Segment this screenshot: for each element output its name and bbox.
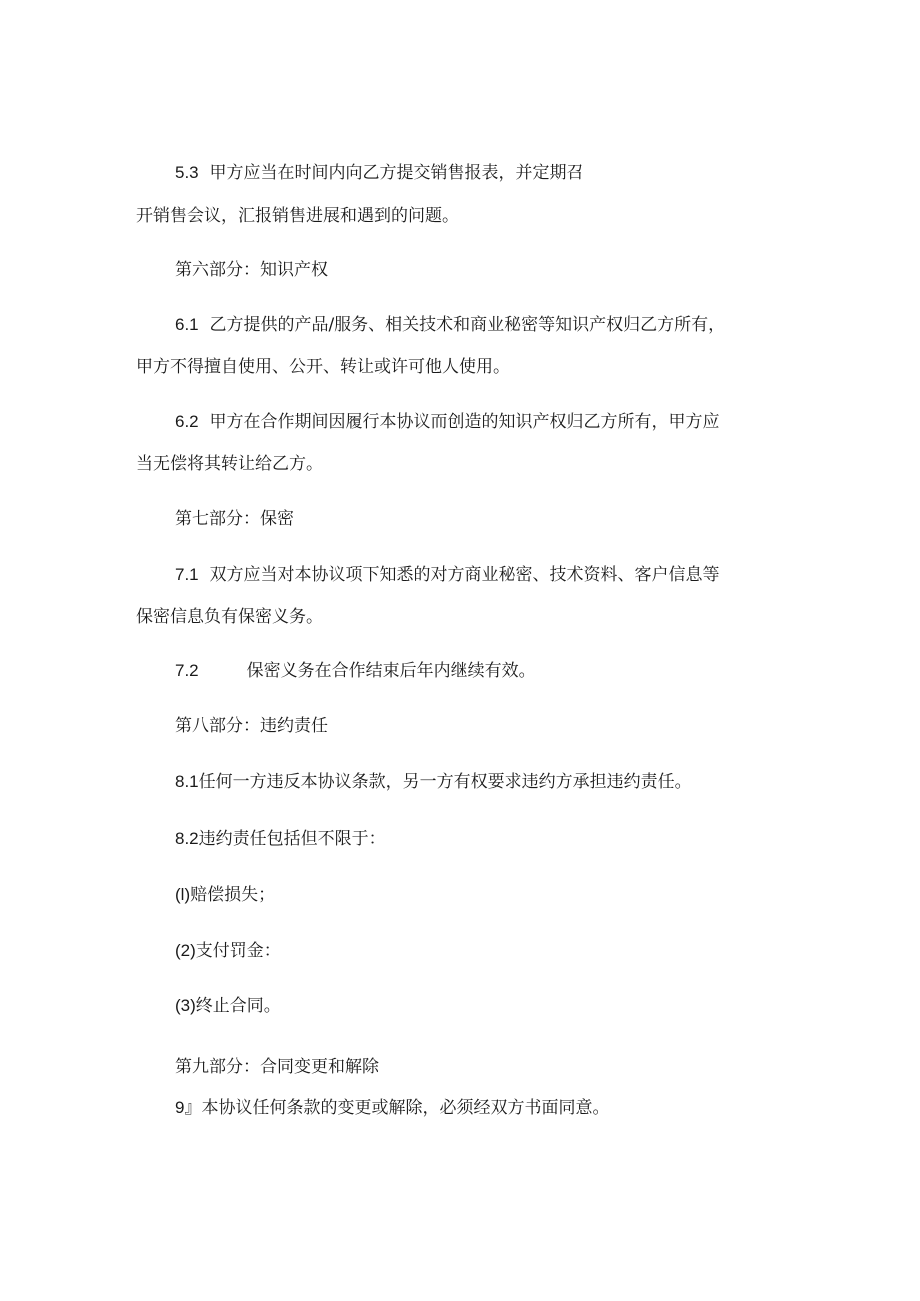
clause-number: 7.2 bbox=[175, 661, 199, 680]
clause-text: 保密义务在合作结束后年内继续有效。 bbox=[246, 661, 536, 681]
clause-number: 8.2 bbox=[175, 829, 199, 848]
list-text: 赔偿损失； bbox=[190, 885, 276, 905]
clause-6-1-line-2: 甲方不得擅自使用、公开、转让或许可他人使用。 bbox=[136, 357, 510, 377]
clause-6-2-line-2: 当无偿将其转让给乙方。 bbox=[136, 454, 323, 474]
list-text: 支付罚金： bbox=[195, 941, 281, 961]
section-9-heading: 第九部分：合同变更和解除 bbox=[175, 1057, 379, 1077]
clause-number: 9』 bbox=[175, 1098, 202, 1117]
clause-6-1-line-1 bbox=[175, 314, 725, 336]
clause-text: 本协议任何条款的变更或解除，必须经双方书面同意。 bbox=[201, 1098, 610, 1118]
clause-text: 乙方提供的产品/服务、相关技术和商业秘密等知识产权归乙方所有， bbox=[209, 315, 726, 335]
clause-text: 双方应当对本协议项下知悉的对方商业秘密、技术资料、客户信息等 bbox=[209, 565, 720, 585]
list-item bbox=[175, 940, 281, 962]
clause-number: 7.1 bbox=[175, 565, 199, 584]
clause-number: 6.1 bbox=[175, 315, 199, 334]
section-7-heading: 第七部分：保密 bbox=[175, 509, 294, 529]
clause-9 bbox=[175, 1097, 609, 1119]
clause-8-2 bbox=[175, 828, 386, 850]
clause-8-1 bbox=[175, 771, 692, 793]
clause-7-1-line-1 bbox=[175, 564, 719, 586]
clause-5-3-line-1 bbox=[175, 162, 583, 184]
list-marker: (3) bbox=[175, 996, 196, 1015]
clause-text: 甲方在合作期间因履行本协议而创造的知识产权归乙方所有，甲方应 bbox=[209, 412, 720, 432]
section-8-heading: 第八部分：违约责任 bbox=[175, 716, 328, 736]
clause-number: 5.3 bbox=[175, 163, 199, 182]
list-item bbox=[175, 884, 275, 906]
clause-text: 违约责任包括但不限于： bbox=[198, 829, 386, 849]
list-item bbox=[175, 995, 281, 1017]
list-marker: (l) bbox=[175, 885, 191, 904]
clause-text: 任何一方违反本协议条款，另一方有权要求违约方承担违约责任。 bbox=[198, 772, 692, 792]
clause-7-2 bbox=[175, 660, 536, 682]
list-text: 终止合同。 bbox=[195, 996, 281, 1016]
clause-5-3-line-2: 开销售会议，汇报销售进展和遇到的问题。 bbox=[136, 206, 459, 226]
clause-6-2-line-1 bbox=[175, 411, 719, 433]
section-6-heading: 第六部分：知识产权 bbox=[175, 260, 328, 280]
list-marker: (2) bbox=[175, 941, 196, 960]
clause-number: 6.2 bbox=[175, 412, 199, 431]
clause-7-1-line-2: 保密信息负有保密义务。 bbox=[136, 607, 323, 627]
clause-number: 8.1 bbox=[175, 772, 199, 791]
clause-text: 甲方应当在时间内向乙方提交销售报表，并定期召 bbox=[209, 163, 584, 183]
